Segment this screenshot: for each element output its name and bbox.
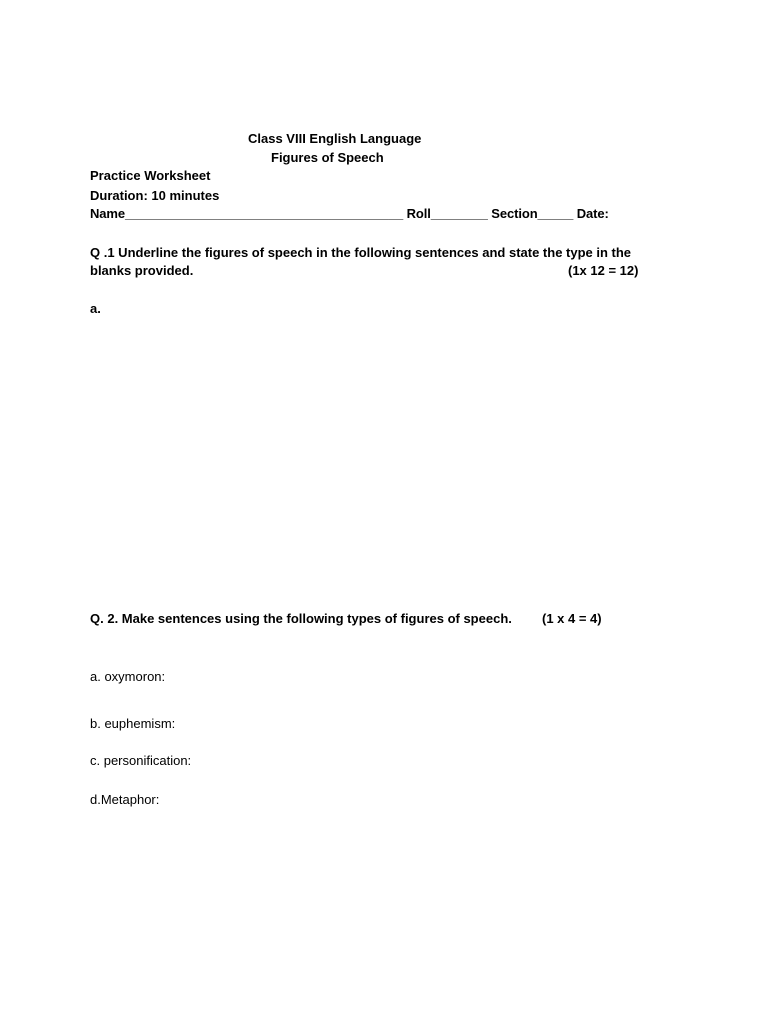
question-1-marks: (1x 12 = 12) xyxy=(568,263,639,278)
worksheet-label: Practice Worksheet xyxy=(90,168,211,183)
student-fields-line: Name_______________________________________ Roll________ Section_____ Date: xyxy=(90,206,609,221)
question-1-item-a: a. xyxy=(90,301,101,316)
document-subtitle: Figures of Speech xyxy=(271,150,384,165)
question-1-text-line1: Q .1 Underline the figures of speech in the following sentences and state the type in the xyxy=(90,245,632,260)
question-2-text: Q. 2. Make sentences using the following types of figures of speech. xyxy=(90,611,512,626)
question-2-marks: (1 x 4 = 4) xyxy=(542,611,602,626)
question-2-item-b: b. euphemism: xyxy=(90,716,176,731)
question-2-item-d: d.Metaphor: xyxy=(90,792,160,807)
question-1-text-line2: blanks provided. xyxy=(90,263,194,278)
question-2-item-c: c. personification: xyxy=(90,753,192,768)
duration-label: Duration: 10 minutes xyxy=(90,188,220,203)
question-2-item-a: a. oxymoron: xyxy=(90,669,166,684)
document-title: Class VIII English Language xyxy=(248,131,422,146)
